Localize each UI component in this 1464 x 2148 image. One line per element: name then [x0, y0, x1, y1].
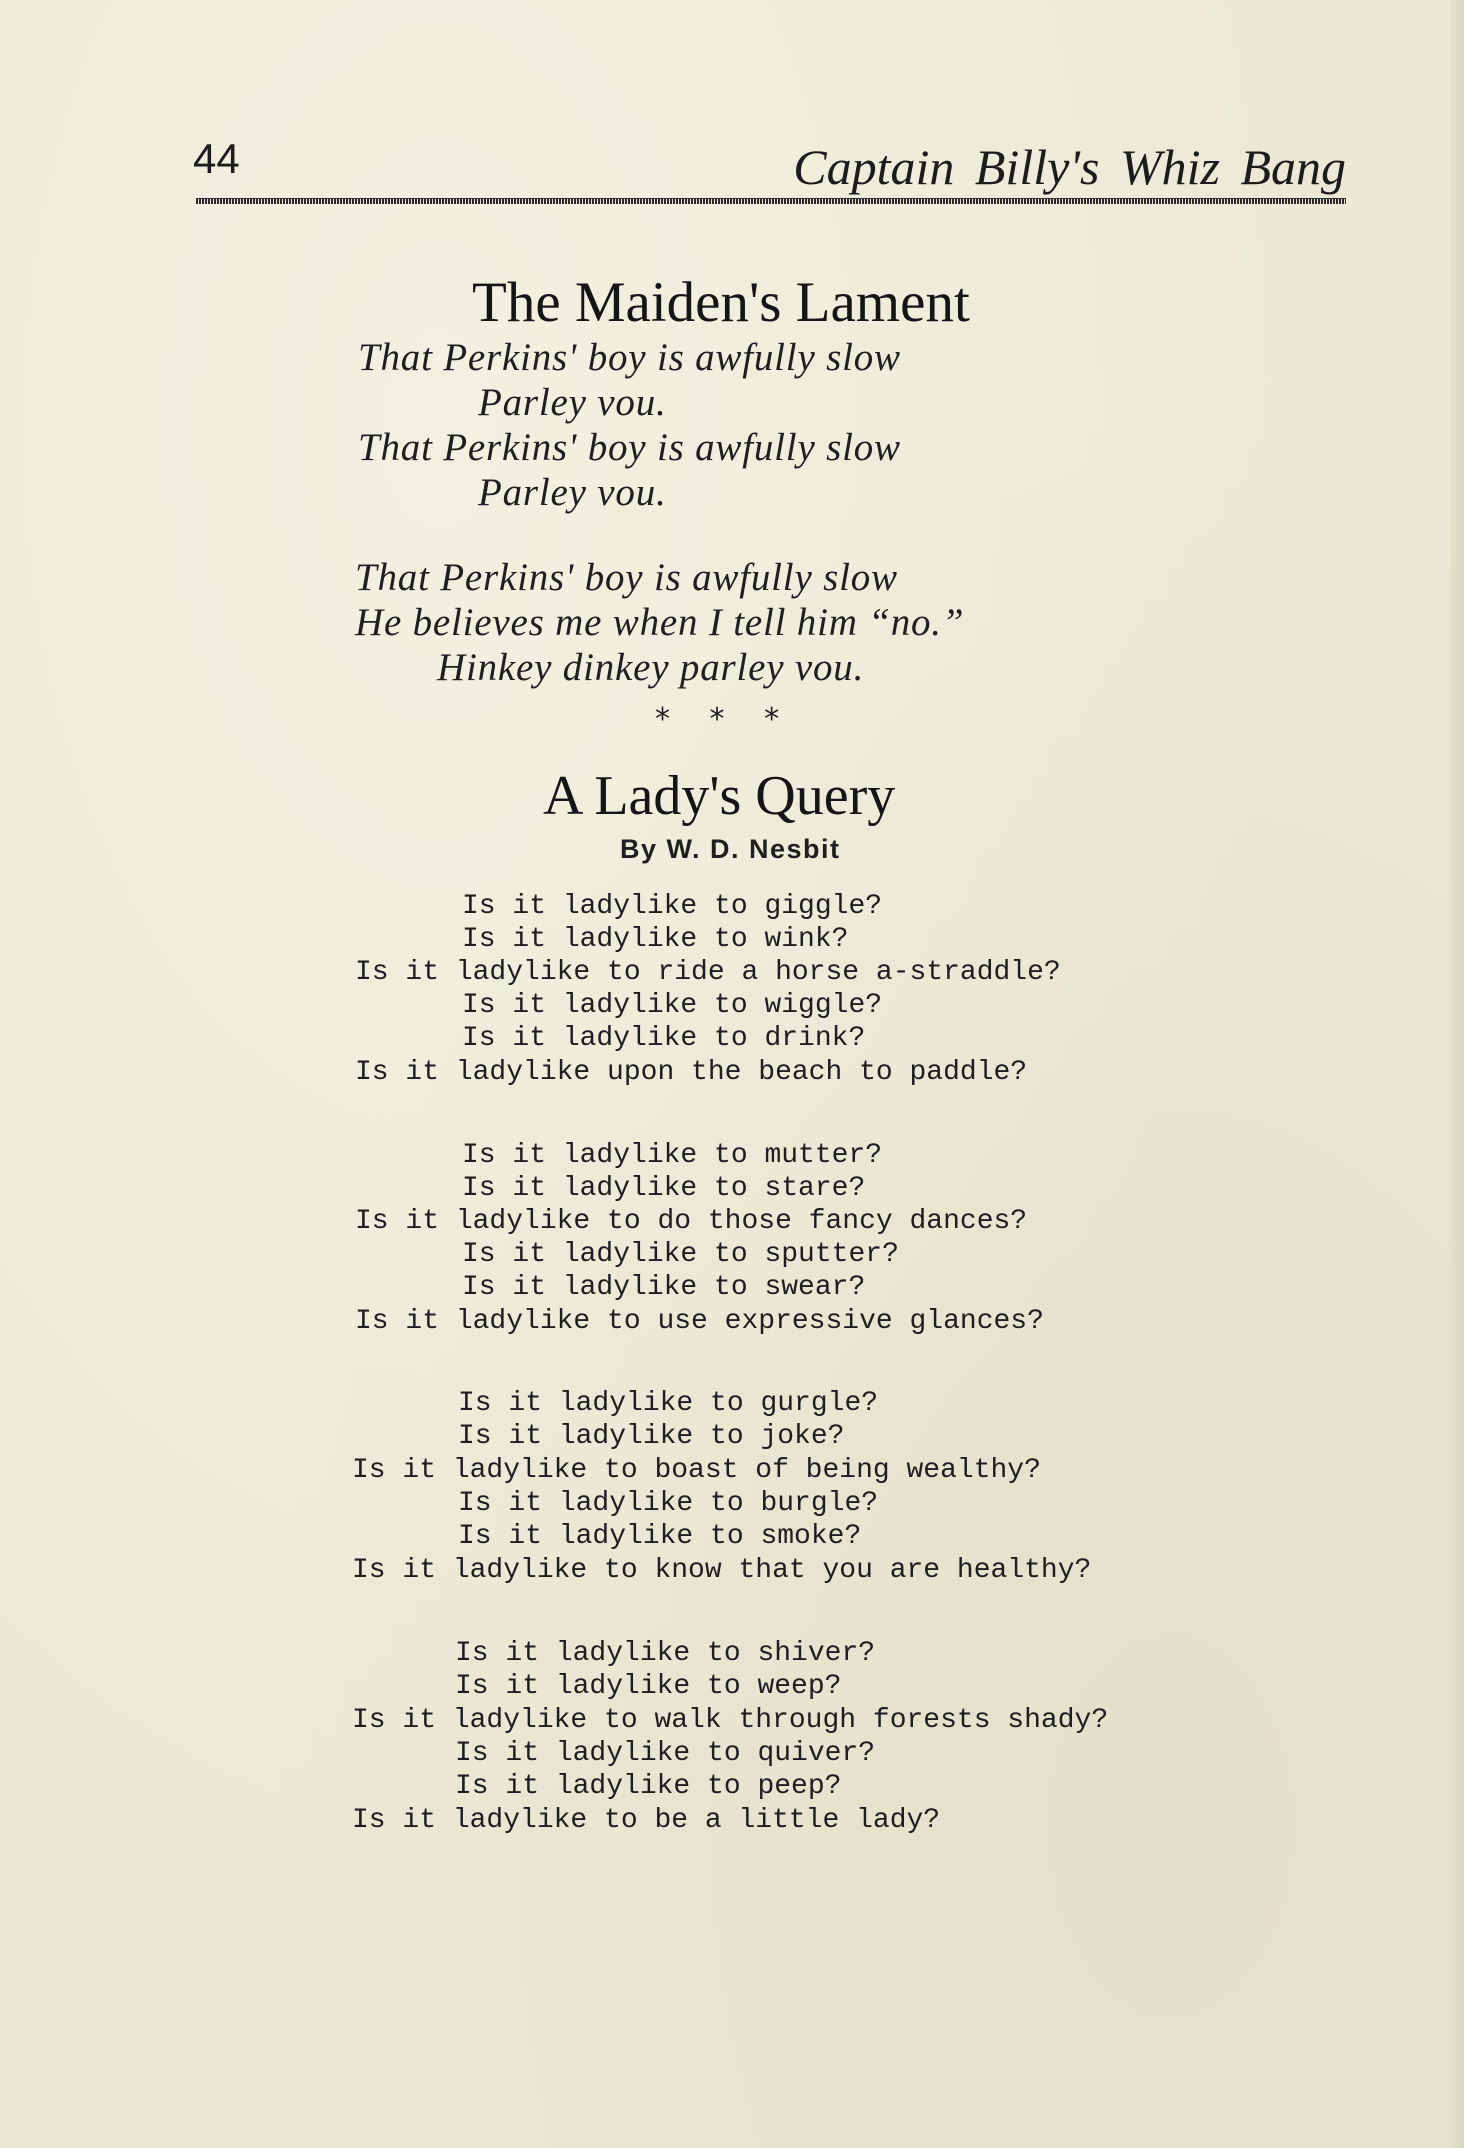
poem-line: Is it ladylike to swear?	[462, 1272, 866, 1303]
poem-line: Is it ladylike to giggle?	[462, 891, 883, 922]
poem-line: Is it ladylike to shiver?	[455, 1638, 876, 1669]
poem-line: Is it ladylike to burgle?	[458, 1488, 879, 1519]
running-title: Captain Billy's Whiz Bang	[793, 139, 1346, 195]
poem-line: Is it ladylike to joke?	[458, 1421, 845, 1452]
poem-line: Is it ladylike to ride a horse a-straddle?	[355, 957, 1061, 988]
poem-line: Is it ladylike to be a little lady?	[352, 1805, 941, 1836]
poem-title-maidens-lament: The Maiden's Lament	[472, 271, 970, 334]
header-rule	[196, 198, 1346, 204]
page-number: 44	[193, 135, 240, 182]
poem-line: Is it ladylike to walk through forests shady?	[352, 1705, 1109, 1736]
poem-line: Is it ladylike to boast of being wealthy?	[352, 1455, 1041, 1486]
poem-line: Is it ladylike to do those fancy dances?	[355, 1206, 1028, 1237]
section-separator: * * *	[655, 702, 780, 737]
page-edge	[1450, 0, 1464, 2148]
poem-line: Is it ladylike to stare?	[462, 1173, 866, 1204]
poem-byline: By W. D. Nesbit	[620, 834, 841, 864]
poem-line: That Perkins' boy is awfully slow	[355, 556, 898, 599]
poem-line: Is it ladylike to know that you are healthy?	[352, 1555, 1092, 1586]
poem-line: Is it ladylike to wink?	[462, 924, 849, 955]
poem-line: Is it ladylike to gurgle?	[458, 1388, 879, 1419]
poem-line: Parley vou.	[478, 381, 667, 424]
poem-line: Is it ladylike to wiggle?	[462, 990, 883, 1021]
poem-line: That Perkins' boy is awfully slow	[358, 426, 901, 469]
poem-line: Is it ladylike to drink?	[462, 1023, 866, 1054]
poem-line: Is it ladylike to sputter?	[462, 1239, 899, 1270]
poem-line: Is it ladylike to smoke?	[458, 1521, 862, 1552]
poem-line: Hinkey dinkey parley vou.	[437, 646, 865, 689]
poem-line: Is it ladylike upon the beach to paddle?	[355, 1057, 1028, 1088]
poem-title-ladys-query: A Lady's Query	[543, 765, 896, 827]
poem-line: Is it ladylike to peep?	[455, 1771, 842, 1802]
poem-line: He believes me when I tell him “no.”	[355, 601, 965, 644]
poem-line: Parley vou.	[478, 471, 667, 514]
poem-line: Is it ladylike to use expressive glances?	[355, 1306, 1044, 1337]
poem-line: That Perkins' boy is awfully slow	[358, 336, 901, 379]
poem-line: Is it ladylike to quiver?	[455, 1738, 876, 1769]
poem-line: Is it ladylike to mutter?	[462, 1140, 883, 1171]
poem-line: Is it ladylike to weep?	[455, 1671, 842, 1702]
